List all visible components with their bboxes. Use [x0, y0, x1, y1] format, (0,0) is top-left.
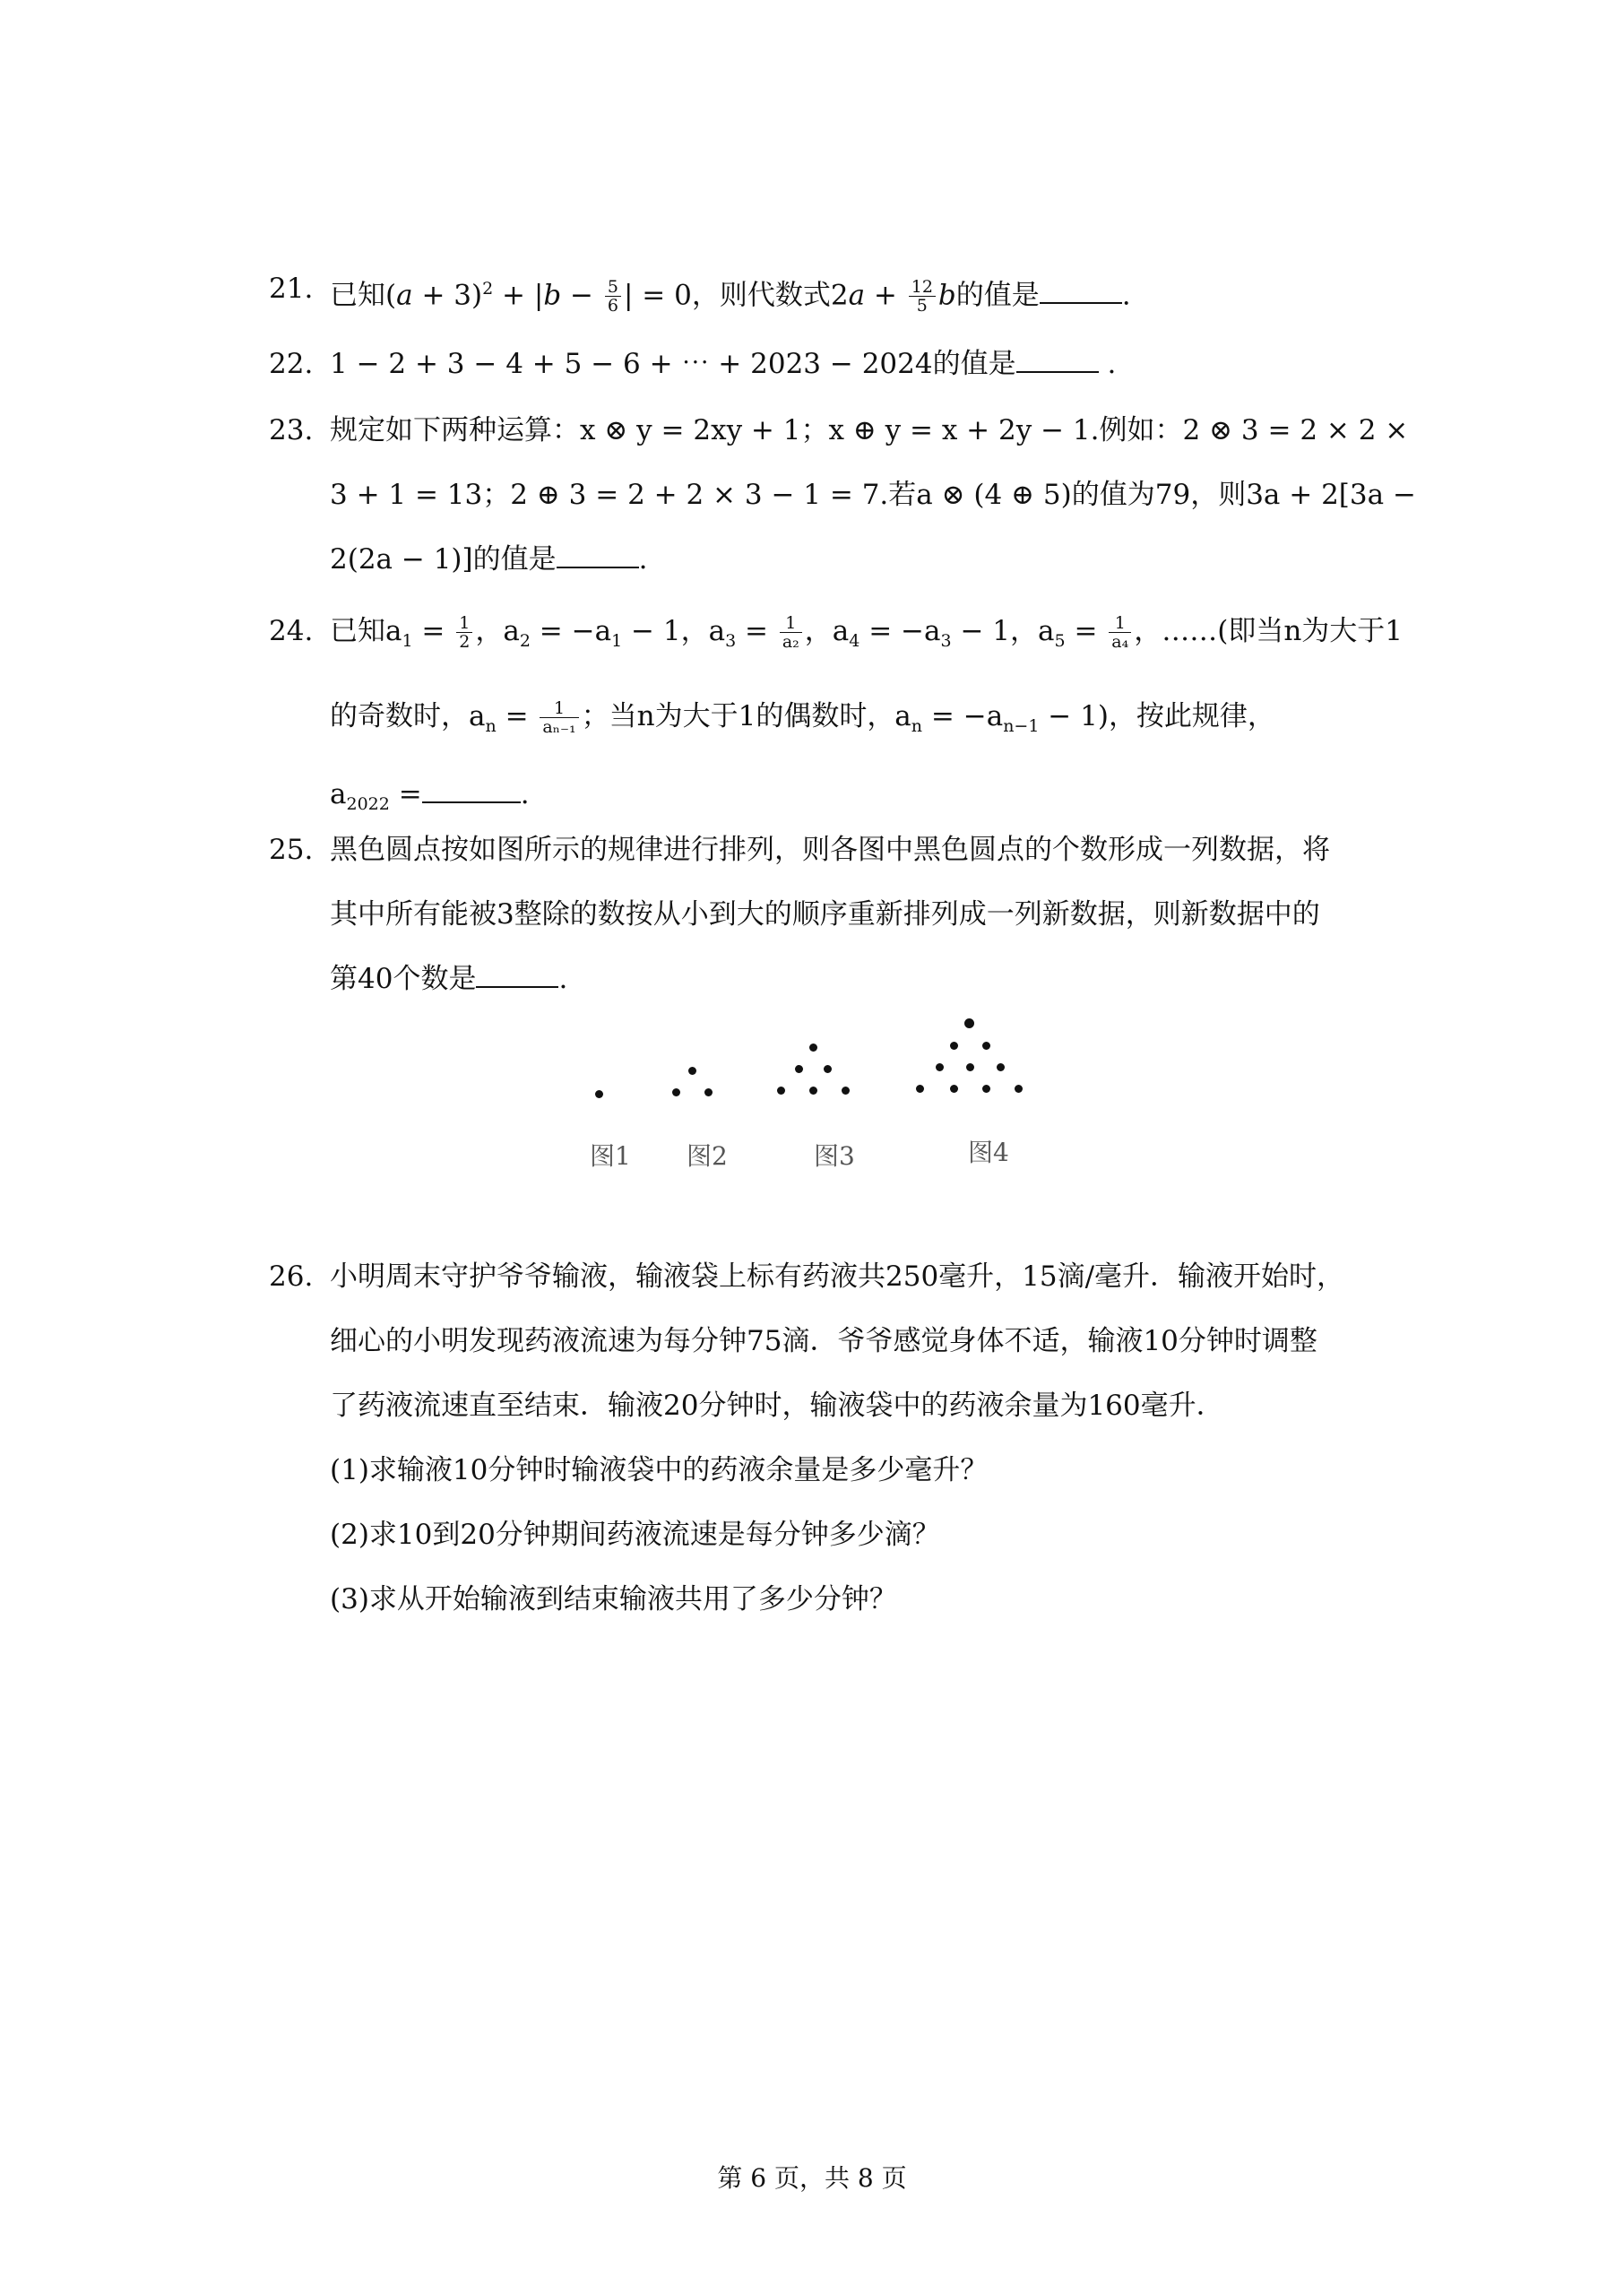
dot	[824, 1065, 832, 1073]
dot	[842, 1087, 850, 1095]
page-footer: 第 6 页，共 8 页	[717, 2163, 907, 2193]
dot	[982, 1085, 990, 1093]
dot	[966, 1063, 974, 1071]
dot	[795, 1065, 803, 1073]
question-21-line: 已知$(a + 3)^2 + |b$ − $\frac{5}{6}$ | = 0，则代数式2a + $\frac{12}{5}$ b的值是 .	[330, 277, 1131, 316]
dot	[672, 1088, 680, 1096]
answer-blank[interactable]	[422, 778, 521, 803]
question-number: 24.	[269, 615, 314, 647]
question-number: 26.	[269, 1260, 314, 1293]
answer-blank[interactable]	[1040, 279, 1122, 304]
sub-question-2: (2)求10到20分钟期间药液流速是每分钟多少滴？	[330, 1519, 940, 1551]
question-number: 23.	[269, 414, 314, 446]
dot	[950, 1042, 958, 1050]
question-number: 25.	[269, 834, 314, 866]
fraction: $\frac{12}{5}$	[909, 278, 936, 315]
dot	[688, 1067, 696, 1075]
dot-pattern-figure	[574, 1004, 1075, 1201]
dot	[982, 1042, 990, 1050]
dot	[809, 1044, 817, 1052]
dot	[595, 1090, 603, 1098]
exam-page: 21. 已知$(a + 3)^2 + |b$ − $\frac{5}{6}$ | = 0，则代数式2a + $\frac{12}{5}$ b的值是 . 22. 1 − 2 + 3 − 4 + 5 − 6 + ⋯ + 2023 − 2024的值是 . 23. 规定如下两种运算：x ⊗ y = 2xy + 1；x ⊕ y = x + 2y − 1.例如：2 ⊗ 3 = 2 × 2 × 3 + 1 = 13；2 ⊕ 3 = 2 + 2 × 3 − 1 = 7.若a ⊗ (4 ⊕ 5)的值为79，则3a + 2[3a − 2(2a − 1)]的值是 . 24. 已知$a_1$ = $\frac{1}{2}$ ，$a_2 = -a_1 - 1$，$a_3$ = $\frac{1}{\text{a₂}}$ ，$a_4 = -a_3 - 1$，$a_5$ = $\frac{1}{\text{a₄}}$ ，……(即当n为大于1 的奇数时，$a_n$ = $\frac{1}{\text{aₙ₋₁}}$ ；当n为大于1的偶数时，$a_n = -a_{n-1} - 1$)，按此规律， $a_{2022}$ = . 25. 黑色圆点按如图所示的规律进行排列，则各图中黑色圆点的个数形成一列数据，将 其中所有能被3整除的数按从小到大的顺序重新排列成一列新数据，则新数据中的 第40个数是 . 图1 图2 图3 图4 26. 小明周末守护爷爷输液，输液袋上标有药液共250毫升，15滴/毫升．输液开始时， 细心的小明发现药液流速为每分钟75滴．爷爷感觉身体不适，输液10分钟时调整 了药液流速直至结束．输液20分钟时，输液袋中的药液余量为160毫升． (1)求输液10分钟时输液袋中的药液余量是多少毫升？ (2)求10到20分钟期间药液流速是每分钟多少滴？ (3)求从开始输液到结束输液共用了多少分钟？ 第 6 页，共 8 页	[0, 0, 1624, 2295]
dot	[777, 1087, 785, 1095]
dot	[997, 1063, 1005, 1071]
question-number: 22.	[269, 348, 314, 380]
figure-caption-1: 图1	[590, 1141, 631, 1171]
fraction: $\frac{1}{\text{aₙ₋₁}}$	[540, 699, 578, 736]
fraction: $\frac{1}{2}$	[456, 614, 472, 651]
dot	[950, 1085, 958, 1093]
dot	[1015, 1085, 1023, 1093]
fraction: $\frac{1}{\text{a₂}}$	[780, 614, 802, 651]
sub-question-3: (3)求从开始输液到结束输液共用了多少分钟？	[330, 1583, 897, 1615]
dot	[809, 1087, 817, 1095]
figure-caption-4: 图4	[968, 1138, 1009, 1167]
fraction: $\frac{5}{6}$	[605, 278, 621, 315]
dot	[936, 1063, 944, 1071]
fraction: $\frac{1}{\text{a₄}}$	[1109, 614, 1131, 651]
dot	[704, 1088, 713, 1096]
answer-blank[interactable]	[476, 963, 558, 988]
dot	[916, 1085, 924, 1093]
question-number: 21.	[269, 273, 314, 305]
figure-caption-2: 图2	[687, 1141, 728, 1171]
sub-question-1: (1)求输液10分钟时输液袋中的药液余量是多少毫升？	[330, 1454, 989, 1486]
answer-blank[interactable]	[1016, 348, 1099, 373]
figure-caption-3: 图3	[814, 1141, 855, 1171]
dot	[964, 1018, 974, 1028]
answer-blank[interactable]	[557, 543, 639, 568]
